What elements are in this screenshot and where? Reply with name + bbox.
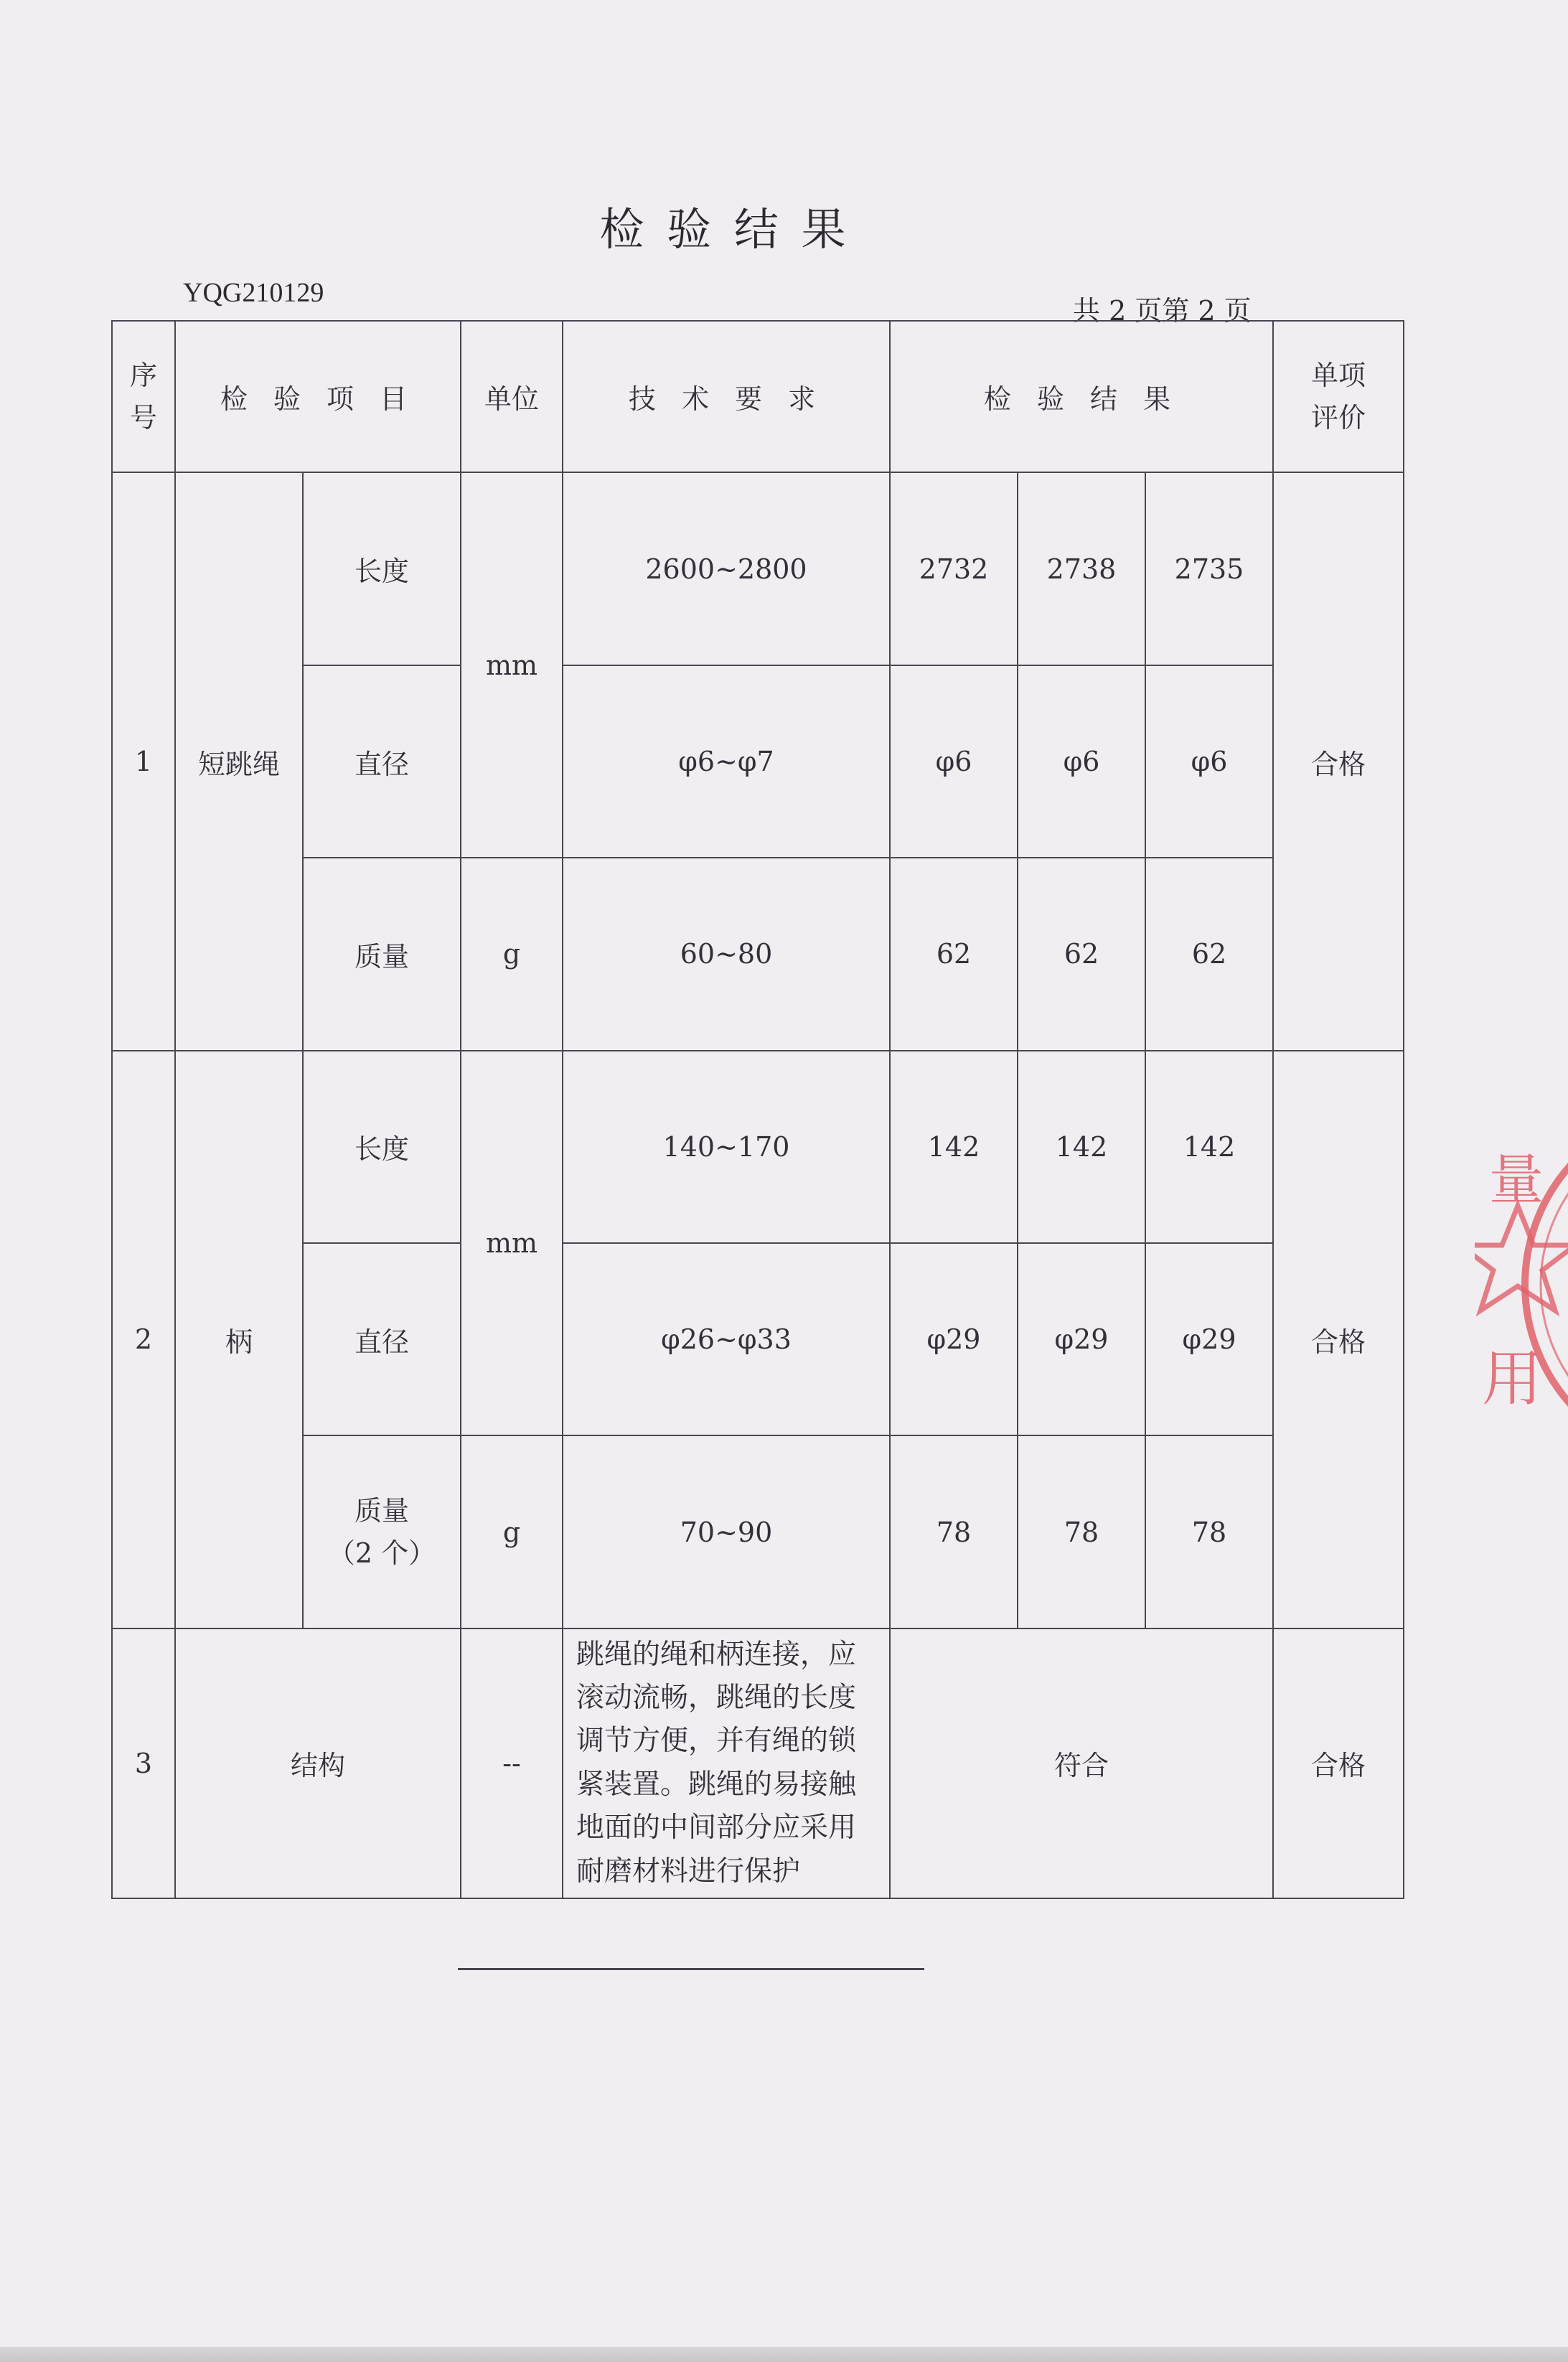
result-value: 62 bbox=[890, 858, 1018, 1050]
result-value: 78 bbox=[1145, 1435, 1273, 1628]
result-value: 符合 bbox=[890, 1628, 1273, 1898]
sub-item-name bbox=[303, 1435, 461, 1628]
result-value: 142 bbox=[890, 1051, 1018, 1243]
row-item: 结构 bbox=[175, 1628, 461, 1898]
result-value: φ29 bbox=[890, 1243, 1018, 1435]
report-number: YQG210129 bbox=[183, 278, 324, 308]
requirement-value: 60~80 bbox=[563, 858, 890, 1050]
sub-item-name: 直径 bbox=[303, 665, 461, 858]
result-value: 2738 bbox=[1018, 472, 1145, 665]
requirement-value: 70~90 bbox=[563, 1435, 890, 1628]
sub-item-note: （2 个） bbox=[327, 1537, 436, 1569]
result-value: φ29 bbox=[1018, 1243, 1145, 1435]
header-evaluation: 单项 评价 bbox=[1273, 321, 1404, 472]
result-value: φ6 bbox=[1018, 665, 1145, 858]
requirement-line: 地面的中间部分应采用 bbox=[576, 1812, 857, 1845]
requirement-line: 滚动流畅，跳绳的长度 bbox=[576, 1682, 857, 1715]
table-row bbox=[112, 1051, 1404, 1243]
row-seq: 3 bbox=[112, 1628, 175, 1898]
row-evaluation: 合格 bbox=[1273, 472, 1404, 1050]
requirement-line: 耐磨材料进行保护 bbox=[576, 1855, 801, 1888]
result-value: φ29 bbox=[1145, 1243, 1273, 1435]
table-row bbox=[112, 858, 1404, 1050]
official-seal bbox=[1475, 1098, 1568, 1471]
row-unit: mm bbox=[461, 1051, 563, 1436]
row-unit: -- bbox=[461, 1628, 563, 1898]
result-value: 78 bbox=[890, 1435, 1018, 1628]
result-value: 62 bbox=[1145, 858, 1273, 1050]
page-indicator: 共 2 页第 2 页 bbox=[1073, 295, 1252, 327]
svg-text:量: 量 bbox=[1489, 1148, 1544, 1212]
row-evaluation: 合格 bbox=[1273, 1628, 1404, 1898]
result-value: 142 bbox=[1145, 1051, 1273, 1243]
result-value: φ6 bbox=[890, 665, 1018, 858]
table-header-row bbox=[112, 321, 1404, 472]
row-evaluation: 合格 bbox=[1273, 1051, 1404, 1628]
result-value: φ6 bbox=[1145, 665, 1273, 858]
row-seq: 1 bbox=[112, 472, 175, 1050]
sub-item-name: 直径 bbox=[303, 1243, 461, 1435]
table-row bbox=[112, 1628, 1404, 1898]
requirement-text bbox=[563, 1628, 890, 1898]
row-item: 短跳绳 bbox=[175, 472, 303, 1050]
result-value: 2735 bbox=[1145, 472, 1273, 665]
header-item: 检 验 项 目 bbox=[175, 321, 461, 472]
row-seq: 2 bbox=[112, 1051, 175, 1628]
header-result: 检 验 结 果 bbox=[890, 321, 1273, 472]
document-title: 检 验 结 果 bbox=[599, 203, 850, 256]
requirement-value: 2600~2800 bbox=[563, 472, 890, 665]
header-seq: 序 号 bbox=[112, 321, 175, 472]
sub-item-name: 长度 bbox=[303, 1051, 461, 1243]
header-requirement: 技 术 要 求 bbox=[563, 321, 890, 472]
row-item: 柄 bbox=[175, 1051, 303, 1628]
table-row bbox=[112, 472, 1404, 665]
row-unit: g bbox=[461, 858, 563, 1050]
table-row bbox=[112, 665, 1404, 858]
requirement-line: 紧装置。跳绳的易接触 bbox=[576, 1768, 857, 1801]
requirement-value: φ6~φ7 bbox=[563, 665, 890, 858]
row-unit: mm bbox=[461, 472, 563, 858]
requirement-line: 调节方便，并有绳的锁 bbox=[576, 1725, 857, 1758]
requirement-value: 140~170 bbox=[563, 1051, 890, 1243]
header-unit: 单位 bbox=[461, 321, 563, 472]
row-unit: g bbox=[461, 1435, 563, 1628]
result-value: 62 bbox=[1018, 858, 1145, 1050]
svg-text:用: 用 bbox=[1482, 1344, 1543, 1414]
page-edge bbox=[0, 2347, 1568, 2362]
end-line bbox=[458, 1968, 924, 1970]
result-value: 2732 bbox=[890, 472, 1018, 665]
requirement-value: φ26~φ33 bbox=[563, 1243, 890, 1435]
sub-item-label: 质量 bbox=[354, 1494, 409, 1527]
results-table bbox=[111, 320, 1404, 1899]
result-value: 142 bbox=[1018, 1051, 1145, 1243]
result-value: 78 bbox=[1018, 1435, 1145, 1628]
requirement-line: 跳绳的绳和柄连接，应 bbox=[576, 1638, 857, 1671]
table-row bbox=[112, 1435, 1404, 1628]
sub-item-name: 长度 bbox=[303, 472, 461, 665]
sub-item-name: 质量 bbox=[303, 858, 461, 1050]
table-row bbox=[112, 1243, 1404, 1435]
